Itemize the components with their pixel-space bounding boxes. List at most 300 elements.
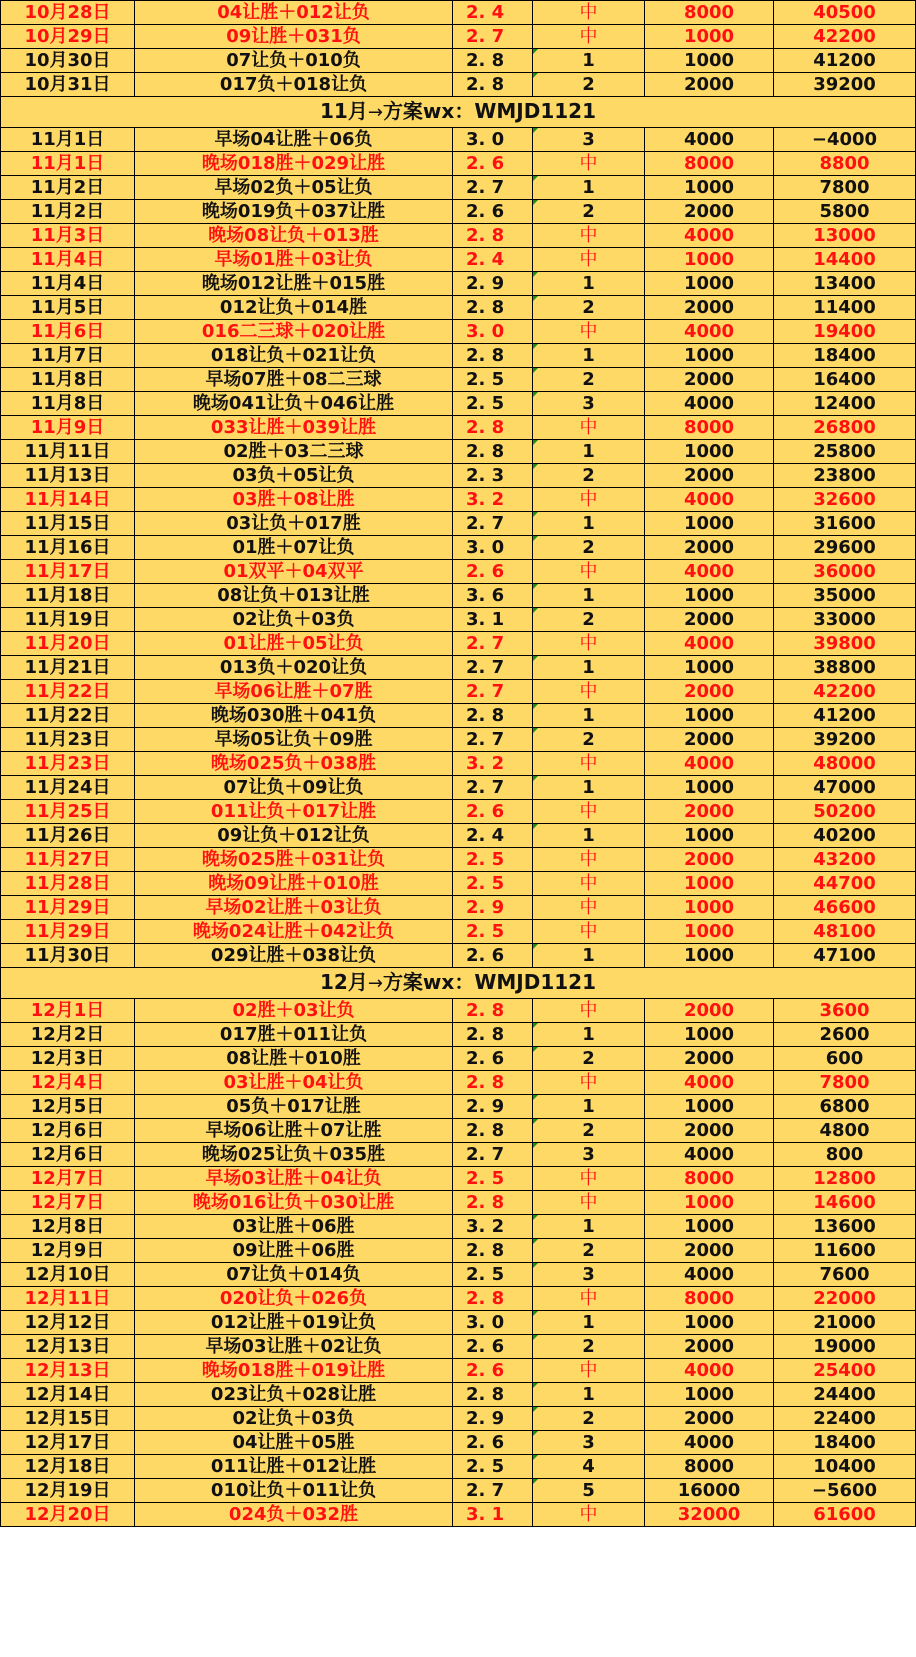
odds-cell[interactable]: 2. 6 — [453, 1047, 533, 1071]
result-cell[interactable] — [533, 1023, 645, 1047]
date-cell[interactable]: 11月20日 — [1, 632, 135, 656]
odds-cell[interactable]: 2. 5 — [453, 872, 533, 896]
odds-cell[interactable]: 2. 4 — [453, 248, 533, 272]
balance-cell[interactable]: 39200 — [774, 73, 916, 97]
stake-cell[interactable]: 2000 — [645, 848, 774, 872]
balance-cell[interactable]: 5800 — [774, 200, 916, 224]
stake-cell[interactable]: 4000 — [645, 560, 774, 584]
odds-cell[interactable]: 2. 6 — [453, 1359, 533, 1383]
result-cell[interactable] — [533, 1263, 645, 1287]
stake-cell[interactable]: 4000 — [645, 128, 774, 152]
date-cell[interactable]: 12月11日 — [1, 1287, 135, 1311]
date-cell[interactable]: 11月21日 — [1, 656, 135, 680]
stake-cell[interactable]: 1000 — [645, 824, 774, 848]
balance-cell[interactable]: 7800 — [774, 176, 916, 200]
date-cell[interactable]: 12月14日 — [1, 1383, 135, 1407]
pick-cell[interactable]: 早场07胜＋08二三球 — [135, 368, 453, 392]
stake-cell[interactable]: 1000 — [645, 1311, 774, 1335]
date-cell[interactable]: 11月16日 — [1, 536, 135, 560]
stake-cell[interactable]: 1000 — [645, 49, 774, 73]
balance-cell[interactable]: 19000 — [774, 1335, 916, 1359]
result-cell[interactable] — [533, 1287, 645, 1311]
result-cell[interactable] — [533, 560, 645, 584]
balance-cell[interactable]: 42200 — [774, 680, 916, 704]
date-cell[interactable]: 12月6日 — [1, 1119, 135, 1143]
odds-cell[interactable]: 2. 7 — [453, 1479, 533, 1503]
balance-cell[interactable]: 22000 — [774, 1287, 916, 1311]
balance-cell[interactable]: 13400 — [774, 272, 916, 296]
odds-cell[interactable]: 2. 8 — [453, 1071, 533, 1095]
balance-cell[interactable]: 47000 — [774, 776, 916, 800]
odds-cell[interactable]: 2. 5 — [453, 1167, 533, 1191]
odds-cell[interactable]: 2. 7 — [453, 776, 533, 800]
balance-cell[interactable]: 36000 — [774, 560, 916, 584]
pick-cell[interactable]: 晚场025负＋038胜 — [135, 752, 453, 776]
result-cell[interactable] — [533, 656, 645, 680]
pick-cell[interactable]: 早场05让负＋09胜 — [135, 728, 453, 752]
result-cell[interactable] — [533, 1143, 645, 1167]
date-cell[interactable]: 11月15日 — [1, 512, 135, 536]
date-cell[interactable]: 12月2日 — [1, 1023, 135, 1047]
balance-cell[interactable]: 43200 — [774, 848, 916, 872]
odds-cell[interactable]: 2. 6 — [453, 152, 533, 176]
pick-cell[interactable]: 07让负＋010负 — [135, 49, 453, 73]
odds-cell[interactable]: 2. 8 — [453, 704, 533, 728]
date-cell[interactable]: 12月6日 — [1, 1143, 135, 1167]
result-cell[interactable] — [533, 776, 645, 800]
date-cell[interactable]: 11月22日 — [1, 704, 135, 728]
date-cell[interactable]: 11月23日 — [1, 752, 135, 776]
balance-cell[interactable]: 41200 — [774, 49, 916, 73]
result-cell[interactable] — [533, 944, 645, 968]
result-cell[interactable] — [533, 368, 645, 392]
stake-cell[interactable]: 1000 — [645, 656, 774, 680]
stake-cell[interactable]: 2000 — [645, 800, 774, 824]
balance-cell[interactable]: 13600 — [774, 1215, 916, 1239]
pick-cell[interactable]: 033让胜＋039让胜 — [135, 416, 453, 440]
odds-cell[interactable]: 2. 8 — [453, 344, 533, 368]
odds-cell[interactable]: 2. 8 — [453, 296, 533, 320]
date-cell[interactable]: 11月9日 — [1, 416, 135, 440]
stake-cell[interactable]: 4000 — [645, 1359, 774, 1383]
balance-cell[interactable]: 48000 — [774, 752, 916, 776]
result-cell[interactable] — [533, 920, 645, 944]
stake-cell[interactable]: 2000 — [645, 1119, 774, 1143]
date-cell[interactable]: 11月2日 — [1, 176, 135, 200]
pick-cell[interactable]: 012让负＋014胜 — [135, 296, 453, 320]
odds-cell[interactable]: 2. 5 — [453, 368, 533, 392]
pick-cell[interactable]: 早场02负＋05让负 — [135, 176, 453, 200]
balance-cell[interactable]: 29600 — [774, 536, 916, 560]
date-cell[interactable]: 12月3日 — [1, 1047, 135, 1071]
pick-cell[interactable]: 016二三球＋020让胜 — [135, 320, 453, 344]
stake-cell[interactable]: 2000 — [645, 296, 774, 320]
section-header-cell[interactable] — [1, 97, 916, 128]
stake-cell[interactable]: 4000 — [645, 1071, 774, 1095]
stake-cell[interactable]: 8000 — [645, 1287, 774, 1311]
balance-cell[interactable]: 11400 — [774, 296, 916, 320]
pick-cell[interactable]: 02让负＋03负 — [135, 608, 453, 632]
result-cell[interactable] — [533, 896, 645, 920]
odds-cell[interactable]: 3. 2 — [453, 752, 533, 776]
pick-cell[interactable]: 03让负＋017胜 — [135, 512, 453, 536]
stake-cell[interactable]: 4000 — [645, 1431, 774, 1455]
pick-cell[interactable]: 012让胜＋019让负 — [135, 1311, 453, 1335]
date-cell[interactable]: 11月17日 — [1, 560, 135, 584]
stake-cell[interactable]: 8000 — [645, 152, 774, 176]
stake-cell[interactable]: 1000 — [645, 1191, 774, 1215]
balance-cell[interactable]: 48100 — [774, 920, 916, 944]
pick-cell[interactable]: 晚场030胜＋041负 — [135, 704, 453, 728]
odds-cell[interactable]: 2. 5 — [453, 392, 533, 416]
stake-cell[interactable]: 4000 — [645, 224, 774, 248]
pick-cell[interactable]: 早场04让胜＋06负 — [135, 128, 453, 152]
date-cell[interactable]: 12月1日 — [1, 999, 135, 1023]
pick-cell[interactable]: 011让负＋017让胜 — [135, 800, 453, 824]
stake-cell[interactable]: 2000 — [645, 680, 774, 704]
balance-cell[interactable]: 44700 — [774, 872, 916, 896]
stake-cell[interactable]: 1000 — [645, 896, 774, 920]
odds-cell[interactable]: 2. 7 — [453, 680, 533, 704]
odds-cell[interactable]: 3. 6 — [453, 584, 533, 608]
stake-cell[interactable]: 4000 — [645, 488, 774, 512]
stake-cell[interactable]: 2000 — [645, 200, 774, 224]
stake-cell[interactable]: 2000 — [645, 368, 774, 392]
pick-cell[interactable]: 09让胜＋06胜 — [135, 1239, 453, 1263]
balance-cell[interactable]: 10400 — [774, 1455, 916, 1479]
odds-cell[interactable]: 2. 5 — [453, 1263, 533, 1287]
odds-cell[interactable]: 2. 8 — [453, 1023, 533, 1047]
balance-cell[interactable]: 7600 — [774, 1263, 916, 1287]
odds-cell[interactable]: 2. 8 — [453, 999, 533, 1023]
balance-cell[interactable]: 3600 — [774, 999, 916, 1023]
stake-cell[interactable]: 8000 — [645, 1, 774, 25]
odds-cell[interactable]: 3. 0 — [453, 536, 533, 560]
date-cell[interactable]: 11月30日 — [1, 944, 135, 968]
balance-cell[interactable]: 38800 — [774, 656, 916, 680]
pick-cell[interactable]: 晚场024让胜＋042让负 — [135, 920, 453, 944]
date-cell[interactable]: 11月1日 — [1, 128, 135, 152]
pick-cell[interactable]: 02胜＋03让负 — [135, 999, 453, 1023]
pick-cell[interactable]: 01让胜＋05让负 — [135, 632, 453, 656]
pick-cell[interactable]: 024负＋032胜 — [135, 1503, 453, 1527]
odds-cell[interactable]: 2. 5 — [453, 848, 533, 872]
balance-cell[interactable]: 12400 — [774, 392, 916, 416]
result-cell[interactable] — [533, 320, 645, 344]
balance-cell[interactable]: 19400 — [774, 320, 916, 344]
odds-cell[interactable]: 2. 7 — [453, 728, 533, 752]
odds-cell[interactable]: 2. 3 — [453, 464, 533, 488]
date-cell[interactable]: 11月23日 — [1, 728, 135, 752]
balance-cell[interactable]: 32600 — [774, 488, 916, 512]
date-cell[interactable]: 12月15日 — [1, 1407, 135, 1431]
odds-cell[interactable]: 2. 7 — [453, 632, 533, 656]
pick-cell[interactable]: 晚场018胜＋029让胜 — [135, 152, 453, 176]
pick-cell[interactable]: 07让负＋09让负 — [135, 776, 453, 800]
pick-cell[interactable]: 02让负＋03负 — [135, 1407, 453, 1431]
pick-cell[interactable]: 01胜＋07让负 — [135, 536, 453, 560]
pick-cell[interactable]: 早场06让胜＋07胜 — [135, 680, 453, 704]
odds-cell[interactable]: 2. 6 — [453, 560, 533, 584]
result-cell[interactable] — [533, 999, 645, 1023]
result-cell[interactable] — [533, 440, 645, 464]
pick-cell[interactable]: 03让胜＋04让负 — [135, 1071, 453, 1095]
stake-cell[interactable]: 1000 — [645, 512, 774, 536]
stake-cell[interactable]: 1000 — [645, 920, 774, 944]
balance-cell[interactable]: 35000 — [774, 584, 916, 608]
stake-cell[interactable]: 1000 — [645, 872, 774, 896]
result-cell[interactable] — [533, 1431, 645, 1455]
balance-cell[interactable]: 7800 — [774, 1071, 916, 1095]
date-cell[interactable]: 11月19日 — [1, 608, 135, 632]
date-cell[interactable]: 11月22日 — [1, 680, 135, 704]
stake-cell[interactable]: 4000 — [645, 392, 774, 416]
pick-cell[interactable]: 晚场025胜＋031让负 — [135, 848, 453, 872]
balance-cell[interactable]: 16400 — [774, 368, 916, 392]
balance-cell[interactable]: 33000 — [774, 608, 916, 632]
balance-cell[interactable]: 46600 — [774, 896, 916, 920]
date-cell[interactable]: 11月7日 — [1, 344, 135, 368]
balance-cell[interactable]: −4000 — [774, 128, 916, 152]
pick-cell[interactable]: 04让胜＋012让负 — [135, 1, 453, 25]
stake-cell[interactable]: 4000 — [645, 752, 774, 776]
odds-cell[interactable]: 2. 5 — [453, 920, 533, 944]
pick-cell[interactable]: 早场01胜＋03让负 — [135, 248, 453, 272]
date-cell[interactable]: 11月4日 — [1, 272, 135, 296]
odds-cell[interactable]: 2. 7 — [453, 656, 533, 680]
result-cell[interactable] — [533, 272, 645, 296]
result-cell[interactable] — [533, 728, 645, 752]
date-cell[interactable]: 11月2日 — [1, 200, 135, 224]
date-cell[interactable]: 12月13日 — [1, 1359, 135, 1383]
result-cell[interactable] — [533, 1, 645, 25]
stake-cell[interactable]: 4000 — [645, 632, 774, 656]
pick-cell[interactable]: 09让胜＋031负 — [135, 25, 453, 49]
result-cell[interactable] — [533, 536, 645, 560]
stake-cell[interactable]: 2000 — [645, 1335, 774, 1359]
result-cell[interactable] — [533, 584, 645, 608]
odds-cell[interactable]: 2. 6 — [453, 1335, 533, 1359]
pick-cell[interactable]: 017负＋018让负 — [135, 73, 453, 97]
odds-cell[interactable]: 3. 0 — [453, 128, 533, 152]
result-cell[interactable] — [533, 73, 645, 97]
date-cell[interactable]: 11月4日 — [1, 248, 135, 272]
pick-cell[interactable]: 011让胜＋012让胜 — [135, 1455, 453, 1479]
pick-cell[interactable]: 晚场019负＋037让胜 — [135, 200, 453, 224]
result-cell[interactable] — [533, 800, 645, 824]
result-cell[interactable] — [533, 1095, 645, 1119]
result-cell[interactable] — [533, 248, 645, 272]
balance-cell[interactable]: 14600 — [774, 1191, 916, 1215]
balance-cell[interactable]: 25800 — [774, 440, 916, 464]
odds-cell[interactable]: 2. 9 — [453, 272, 533, 296]
result-cell[interactable] — [533, 872, 645, 896]
odds-cell[interactable]: 2. 6 — [453, 1431, 533, 1455]
odds-cell[interactable]: 3. 1 — [453, 1503, 533, 1527]
result-cell[interactable] — [533, 752, 645, 776]
stake-cell[interactable]: 4000 — [645, 1263, 774, 1287]
pick-cell[interactable]: 01双平＋04双平 — [135, 560, 453, 584]
result-cell[interactable] — [533, 224, 645, 248]
odds-cell[interactable]: 2. 8 — [453, 1191, 533, 1215]
date-cell[interactable]: 12月13日 — [1, 1335, 135, 1359]
pick-cell[interactable]: 晚场025让负＋035胜 — [135, 1143, 453, 1167]
stake-cell[interactable]: 1000 — [645, 344, 774, 368]
result-cell[interactable] — [533, 608, 645, 632]
pick-cell[interactable]: 029让胜＋038让负 — [135, 944, 453, 968]
stake-cell[interactable]: 2000 — [645, 999, 774, 1023]
date-cell[interactable]: 12月17日 — [1, 1431, 135, 1455]
odds-cell[interactable]: 2. 9 — [453, 896, 533, 920]
date-cell[interactable]: 11月24日 — [1, 776, 135, 800]
stake-cell[interactable]: 4000 — [645, 320, 774, 344]
balance-cell[interactable]: 25400 — [774, 1359, 916, 1383]
odds-cell[interactable]: 3. 1 — [453, 608, 533, 632]
result-cell[interactable] — [533, 680, 645, 704]
pick-cell[interactable]: 023让负＋028让胜 — [135, 1383, 453, 1407]
odds-cell[interactable]: 2. 8 — [453, 440, 533, 464]
date-cell[interactable]: 11月5日 — [1, 296, 135, 320]
result-cell[interactable] — [533, 1047, 645, 1071]
stake-cell[interactable]: 1000 — [645, 584, 774, 608]
odds-cell[interactable]: 2. 8 — [453, 1239, 533, 1263]
date-cell[interactable]: 11月3日 — [1, 224, 135, 248]
pick-cell[interactable]: 晚场016让负＋030让胜 — [135, 1191, 453, 1215]
result-cell[interactable] — [533, 704, 645, 728]
result-cell[interactable] — [533, 464, 645, 488]
date-cell[interactable]: 12月7日 — [1, 1167, 135, 1191]
pick-cell[interactable]: 晚场041让负＋046让胜 — [135, 392, 453, 416]
stake-cell[interactable]: 8000 — [645, 416, 774, 440]
balance-cell[interactable]: 13000 — [774, 224, 916, 248]
stake-cell[interactable]: 2000 — [645, 1407, 774, 1431]
stake-cell[interactable]: 1000 — [645, 1023, 774, 1047]
stake-cell[interactable]: 1000 — [645, 704, 774, 728]
pick-cell[interactable]: 020让负＋026负 — [135, 1287, 453, 1311]
result-cell[interactable] — [533, 1239, 645, 1263]
result-cell[interactable] — [533, 1335, 645, 1359]
pick-cell[interactable]: 早场03让胜＋02让负 — [135, 1335, 453, 1359]
balance-cell[interactable]: 50200 — [774, 800, 916, 824]
pick-cell[interactable]: 04让胜＋05胜 — [135, 1431, 453, 1455]
result-cell[interactable] — [533, 25, 645, 49]
result-cell[interactable] — [533, 1503, 645, 1527]
balance-cell[interactable]: 4800 — [774, 1119, 916, 1143]
date-cell[interactable]: 11月13日 — [1, 464, 135, 488]
odds-cell[interactable]: 3. 0 — [453, 320, 533, 344]
odds-cell[interactable]: 2. 9 — [453, 1095, 533, 1119]
result-cell[interactable] — [533, 848, 645, 872]
odds-cell[interactable]: 2. 4 — [453, 1, 533, 25]
result-cell[interactable] — [533, 1407, 645, 1431]
odds-cell[interactable]: 2. 8 — [453, 416, 533, 440]
pick-cell[interactable]: 晚场09让胜＋010胜 — [135, 872, 453, 896]
balance-cell[interactable]: 18400 — [774, 1431, 916, 1455]
pick-cell[interactable]: 晚场012让胜＋015胜 — [135, 272, 453, 296]
result-cell[interactable] — [533, 176, 645, 200]
odds-cell[interactable]: 2. 8 — [453, 1383, 533, 1407]
date-cell[interactable]: 12月9日 — [1, 1239, 135, 1263]
odds-cell[interactable]: 2. 6 — [453, 944, 533, 968]
stake-cell[interactable]: 1000 — [645, 1215, 774, 1239]
stake-cell[interactable]: 1000 — [645, 25, 774, 49]
result-cell[interactable] — [533, 1359, 645, 1383]
odds-cell[interactable]: 2. 8 — [453, 73, 533, 97]
date-cell[interactable]: 11月6日 — [1, 320, 135, 344]
pick-cell[interactable]: 013负＋020让负 — [135, 656, 453, 680]
date-cell[interactable]: 12月5日 — [1, 1095, 135, 1119]
pick-cell[interactable]: 早场02让胜＋03让负 — [135, 896, 453, 920]
result-cell[interactable] — [533, 1383, 645, 1407]
balance-cell[interactable]: 600 — [774, 1047, 916, 1071]
stake-cell[interactable]: 32000 — [645, 1503, 774, 1527]
result-cell[interactable] — [533, 49, 645, 73]
balance-cell[interactable]: 42200 — [774, 25, 916, 49]
odds-cell[interactable]: 3. 2 — [453, 1215, 533, 1239]
odds-cell[interactable]: 2. 6 — [453, 200, 533, 224]
balance-cell[interactable]: 800 — [774, 1143, 916, 1167]
pick-cell[interactable]: 010让负＋011让负 — [135, 1479, 453, 1503]
balance-cell[interactable]: 39800 — [774, 632, 916, 656]
result-cell[interactable] — [533, 512, 645, 536]
result-cell[interactable] — [533, 392, 645, 416]
stake-cell[interactable]: 2000 — [645, 464, 774, 488]
result-cell[interactable] — [533, 1071, 645, 1095]
result-cell[interactable] — [533, 344, 645, 368]
stake-cell[interactable]: 1000 — [645, 776, 774, 800]
pick-cell[interactable]: 08让胜＋010胜 — [135, 1047, 453, 1071]
stake-cell[interactable]: 1000 — [645, 440, 774, 464]
result-cell[interactable] — [533, 1119, 645, 1143]
odds-cell[interactable]: 2. 5 — [453, 1455, 533, 1479]
balance-cell[interactable]: 11600 — [774, 1239, 916, 1263]
stake-cell[interactable]: 2000 — [645, 536, 774, 560]
pick-cell[interactable]: 早场03让胜＋04让负 — [135, 1167, 453, 1191]
pick-cell[interactable]: 09让负＋012让负 — [135, 824, 453, 848]
balance-cell[interactable]: 18400 — [774, 344, 916, 368]
date-cell[interactable]: 11月27日 — [1, 848, 135, 872]
date-cell[interactable]: 11月8日 — [1, 392, 135, 416]
pick-cell[interactable]: 05负＋017让胜 — [135, 1095, 453, 1119]
odds-cell[interactable]: 2. 8 — [453, 224, 533, 248]
pick-cell[interactable]: 03让胜＋06胜 — [135, 1215, 453, 1239]
stake-cell[interactable]: 2000 — [645, 608, 774, 632]
stake-cell[interactable]: 2000 — [645, 728, 774, 752]
date-cell[interactable]: 11月25日 — [1, 800, 135, 824]
result-cell[interactable] — [533, 200, 645, 224]
result-cell[interactable] — [533, 1215, 645, 1239]
date-cell[interactable]: 10月31日 — [1, 73, 135, 97]
date-cell[interactable]: 12月18日 — [1, 1455, 135, 1479]
date-cell[interactable]: 11月8日 — [1, 368, 135, 392]
balance-cell[interactable]: −5600 — [774, 1479, 916, 1503]
odds-cell[interactable]: 2. 8 — [453, 49, 533, 73]
date-cell[interactable]: 12月20日 — [1, 1503, 135, 1527]
balance-cell[interactable]: 47100 — [774, 944, 916, 968]
balance-cell[interactable]: 61600 — [774, 1503, 916, 1527]
stake-cell[interactable]: 2000 — [645, 1047, 774, 1071]
date-cell[interactable]: 11月29日 — [1, 896, 135, 920]
pick-cell[interactable]: 07让负＋014负 — [135, 1263, 453, 1287]
date-cell[interactable]: 12月19日 — [1, 1479, 135, 1503]
stake-cell[interactable]: 1000 — [645, 944, 774, 968]
stake-cell[interactable]: 1000 — [645, 248, 774, 272]
balance-cell[interactable]: 41200 — [774, 704, 916, 728]
date-cell[interactable]: 12月4日 — [1, 1071, 135, 1095]
balance-cell[interactable]: 6800 — [774, 1095, 916, 1119]
balance-cell[interactable]: 22400 — [774, 1407, 916, 1431]
pick-cell[interactable]: 早场06让胜＋07让胜 — [135, 1119, 453, 1143]
